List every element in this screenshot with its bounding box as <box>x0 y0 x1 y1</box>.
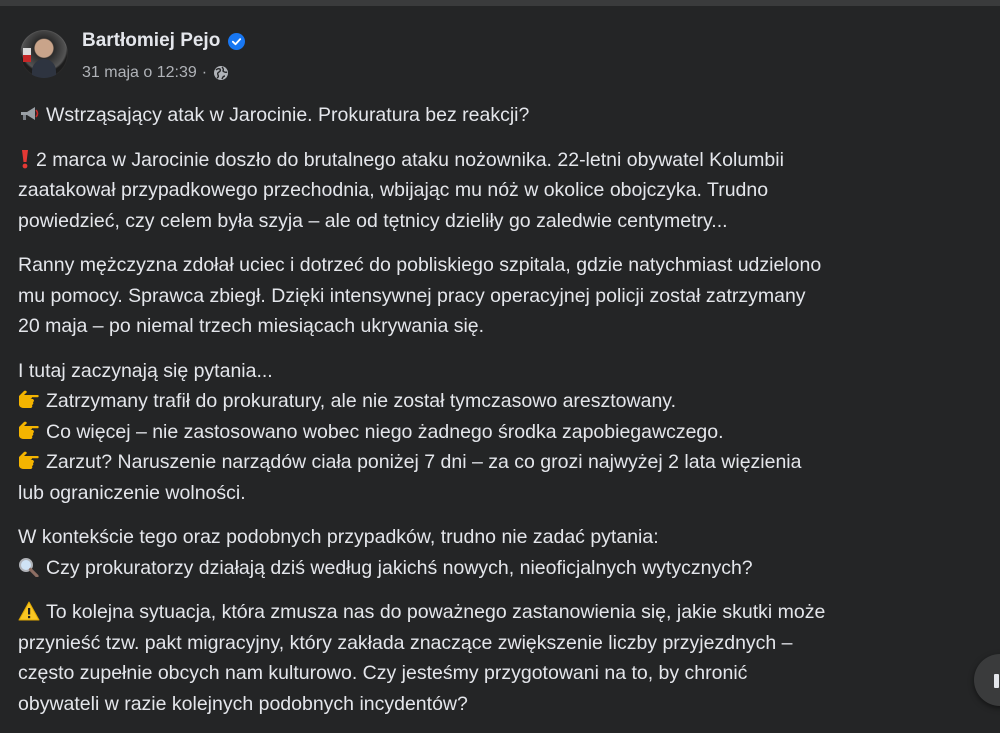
verified-badge-icon <box>228 33 245 50</box>
question-text: Czy prokuratorzy działają dziś według jakichś nowych, nieoficjalnych wytycznych? <box>46 556 753 579</box>
bullet-text: Co więcej – nie zastosowano wobec niego żadnego środka zapobiegawczego. <box>46 420 724 443</box>
bullet-text: Zarzut? Naruszenie narządów ciała poniżej 7 dni – za co grozi najwyżej 2 lata więzienia <box>46 451 802 473</box>
paragraph-context <box>18 522 982 583</box>
pointing-hand-icon <box>18 451 40 471</box>
pointing-hand-icon <box>18 421 40 441</box>
text-line: powiedzieć, czy celem była szyja – ale od tętnicy dzieliły go zaledwie centymetry... <box>18 209 728 232</box>
bullet-item <box>18 417 982 448</box>
bullet-text: Zatrzymany trafił do prokuratury, ale nie został tymczasowo aresztowany. <box>46 390 677 412</box>
warning-icon <box>18 601 40 621</box>
magnifier-icon <box>18 557 40 577</box>
meta-separator: · <box>201 64 208 81</box>
post-header <box>20 28 245 88</box>
paragraph-attack <box>18 145 982 237</box>
text-line: W kontekście tego oraz podobnych przypadków, trudno nie zadać pytania: <box>18 526 659 548</box>
pointing-hand-icon <box>18 390 40 410</box>
text-line: Ranny mężczyzna zdołał uciec i dotrzeć do pobliskiego szpitala, gdzie natychmiast udzielono <box>18 254 822 276</box>
text-line: 20 maja – po niemal trzech miesiącach ukrywania się. <box>18 315 485 337</box>
text-line: obywateli w razie kolejnych podobnych incydentów? <box>18 692 468 715</box>
globe-icon[interactable] <box>213 65 229 81</box>
post-body <box>18 100 982 733</box>
post-card <box>0 6 1000 733</box>
text-line: To kolejna sytuacja, która zmusza nas do poważnego zastanowienia się, jakie skutki może <box>46 601 826 623</box>
paragraph-questions <box>18 356 982 509</box>
text-line: przynieść tzw. pakt migracyjny, który zakłada znaczące zwiększenie liczby przyjezdnych – <box>18 631 793 654</box>
megaphone-icon <box>18 104 40 124</box>
text-line: mu pomocy. Sprawca zbiegł. Dzięki intensywnej pracy operacyjnej policji został zatrzymany <box>18 284 806 307</box>
bullet-item <box>18 386 982 417</box>
paragraph-warning <box>18 597 982 719</box>
headline-paragraph <box>18 100 982 131</box>
author-name[interactable]: Bartłomiej Pejo <box>82 30 221 51</box>
text-line: często zupełnie obcych nam kulturowo. Czy jesteśmy przygotowani na to, by chronić <box>18 662 748 684</box>
text-line: I tutaj zaczynają się pytania... <box>18 359 273 382</box>
bullet-item <box>18 447 982 478</box>
post-timestamp[interactable]: 31 maja o 12:39 <box>82 64 197 81</box>
exclamation-icon <box>18 149 32 169</box>
headline-text: Wstrząsający atak w Jarocinie. Prokuratura bez reakcji? <box>46 104 530 126</box>
text-line: 2 marca w Jarocinie doszło do brutalnego ataku nożownika. 22-letni obywatel Kolumbii <box>36 148 784 171</box>
text-line: zaatakował przypadkowego przechodnia, wbijając mu nóż w okolice obojczyka. Trudno <box>18 179 769 201</box>
paragraph-escape <box>18 250 982 342</box>
author-avatar[interactable] <box>20 30 68 78</box>
text-line: lub ograniczenie wolności. <box>18 481 246 504</box>
